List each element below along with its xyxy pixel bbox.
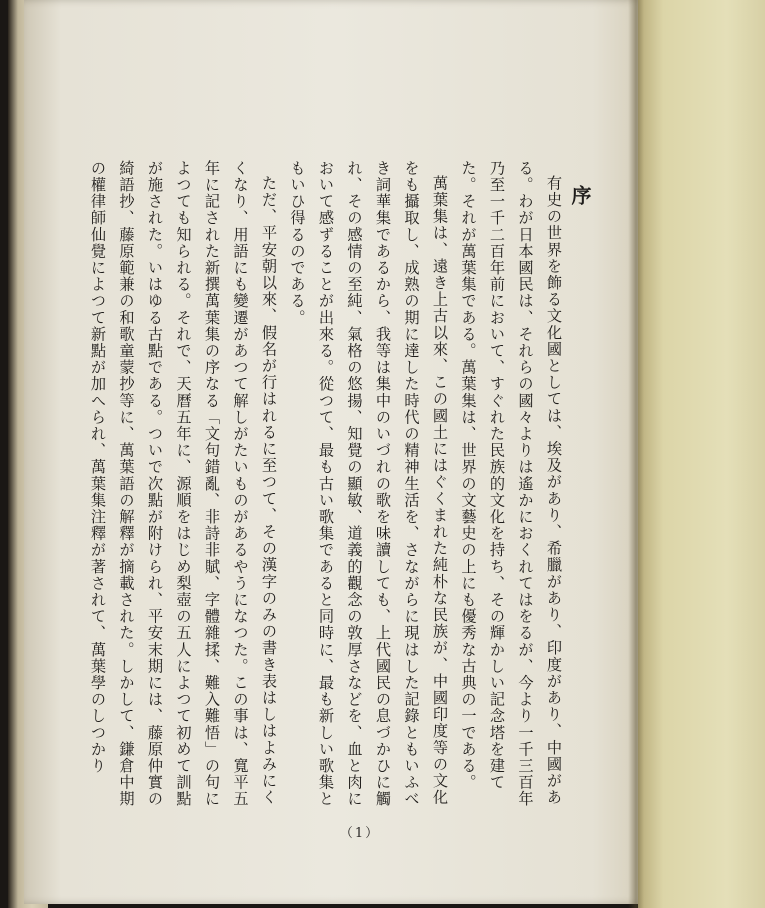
vertical-body-text [89, 160, 568, 810]
paragraph-3: ただ、平安朝以來、假名が行はれるに至つて、その漢字のみの書き表はしはよみにくくなり、用語にも變遷があつて解しがたいものがあるやうになつた。この事は、寬平五年に記された新撰萬葉集の序なる「文句錯亂、非詩非賦、字體雜揉、難入難悟」の句によつても知られる。それで、天曆五年に、源順をはじめ梨壺の五人によつて初めて訓點が施された。いはゆる古點である。ついで次點が附けられ、平安末期には、藤原仲實の綺語抄、藤原範兼の和歌童蒙抄等に、萬葉語の解釋が摘載された。しかして、鎌倉中期の權律師仙覺によつて新點が加へられ、萬葉集注釋が著されて、萬葉學のしつかり [89, 160, 278, 808]
page-number: （1） [339, 826, 381, 841]
paragraph-2: 萬葉集は、遠き上古以來、この國土にはぐくまれた純朴な民族が、中國印度等の文化をも攝取し、成熟の期に達した時代の精神生活を、さながらに現はした記錄ともいふべき詞華集であるから、我等は集中のいづれの歌を味讀しても、上代國民の息づかひに觸れ、その感情の至純、氣格の悠揚、知覺の顯敏、道義的觀念の敦厚さなどを、血と肉において感ずることが出來る。從つて、最も古い歌集であると同時に、最も新しい歌集ともいひ得るのである。 [288, 160, 449, 808]
paragraph-1: 有史の世界を飾る文化國としては、埃及があり、希臘があり、印度があり、中國がある。わが日本國民は、それらの國々よりは遙かにおくれてはをるが、今より一千三百年乃至一千二百年前において、すぐれた民族的文化を持ち、その輝かしい記念塔を建てた。それが萬葉集である。萬葉集は、世界の文藝史の上にも優秀な古典の一である。 [459, 160, 563, 808]
page-gutter [628, 0, 644, 908]
adjacent-page [638, 0, 765, 908]
preface-title: 序 [568, 185, 592, 207]
